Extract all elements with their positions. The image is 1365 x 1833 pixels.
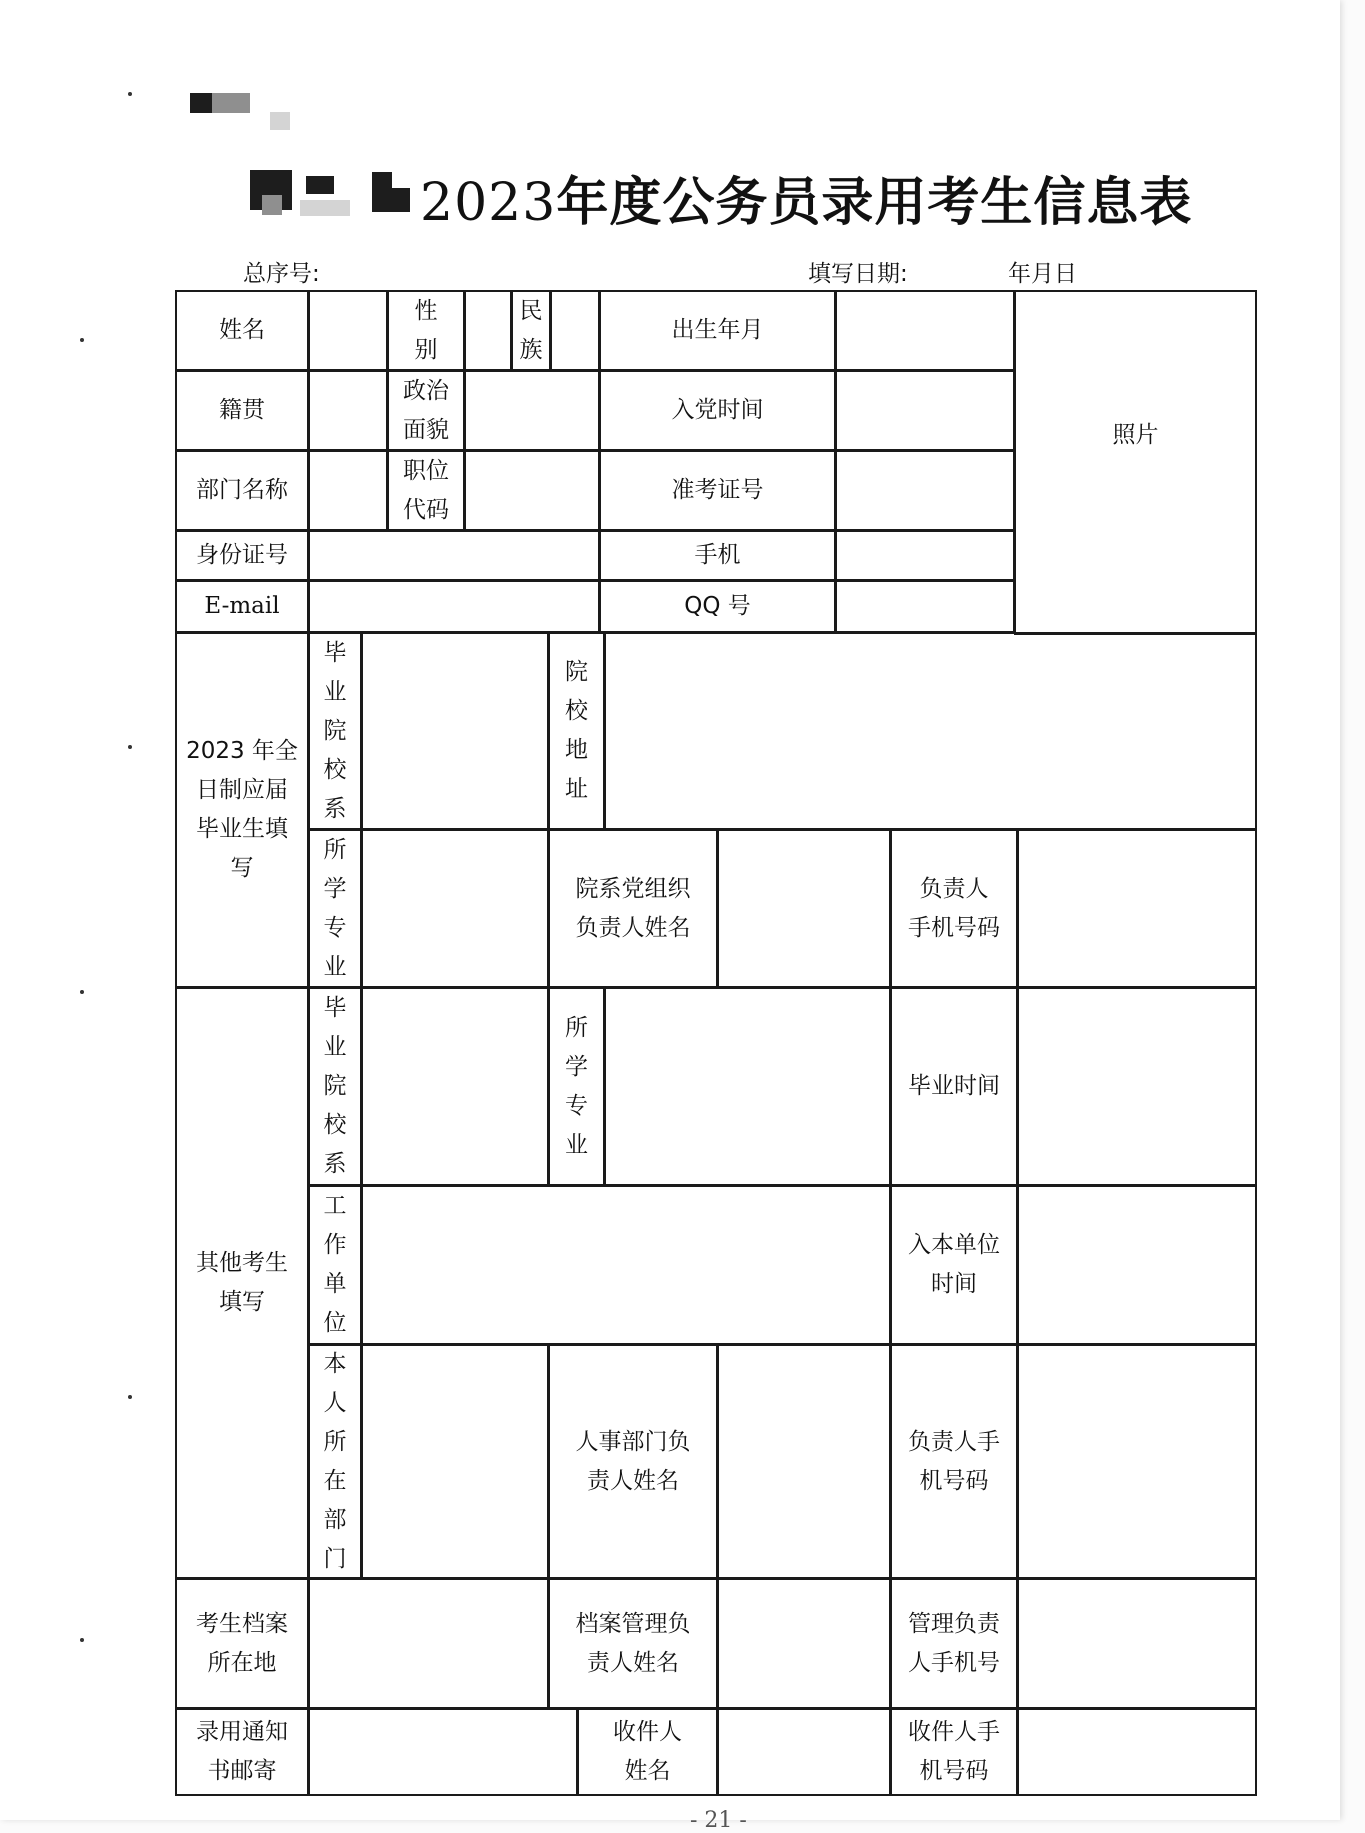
name-field[interactable] <box>308 290 388 371</box>
redaction-mark <box>270 112 290 130</box>
fg-school-address-field[interactable] <box>604 632 1257 830</box>
binding-hole-dot <box>128 745 132 749</box>
native-place-field[interactable] <box>308 370 388 451</box>
archive-location-field[interactable] <box>308 1578 549 1709</box>
binding-hole-dot <box>128 92 132 96</box>
mail-notice-label: 录用通知 书邮寄 <box>175 1708 309 1796</box>
redaction-mark <box>262 195 282 215</box>
ot-grad-time-label: 毕业时间 <box>890 987 1018 1186</box>
redaction-mark <box>212 93 250 113</box>
fg-leader-phone-label: 负责人 手机号码 <box>890 829 1018 988</box>
title-text: 年度公务员录用考生信息表 <box>556 172 1193 233</box>
qq-label: QQ 号 <box>599 580 836 633</box>
ethnicity-label: 民族 <box>511 290 551 371</box>
fg-school-label: 毕业院校系 <box>308 632 362 830</box>
redaction-mark <box>306 176 334 194</box>
ot-department-label: 本人所在部门 <box>308 1344 362 1579</box>
birth-date-field[interactable] <box>835 290 1015 371</box>
political-status-field[interactable] <box>464 370 600 451</box>
fg-party-leader-field[interactable] <box>717 829 891 988</box>
recipient-label: 收件人 姓名 <box>577 1708 718 1796</box>
party-join-time-label: 入党时间 <box>599 370 836 451</box>
position-code-field[interactable] <box>464 450 600 531</box>
archive-manager-phone-field[interactable] <box>1017 1578 1257 1709</box>
id-number-label: 身份证号 <box>175 530 309 581</box>
ot-hr-leader-field[interactable] <box>717 1344 891 1579</box>
ot-join-time-field[interactable] <box>1017 1185 1257 1345</box>
ot-leader-phone-field[interactable] <box>1017 1344 1257 1579</box>
gender-label: 性别 <box>387 290 465 371</box>
ot-school-field[interactable] <box>361 987 549 1186</box>
binding-hole-dot <box>80 1638 84 1642</box>
binding-hole-dot <box>80 990 84 994</box>
fill-date-label: 填写日期: <box>808 261 908 287</box>
recipient-phone-field[interactable] <box>1017 1708 1257 1796</box>
ot-grad-time-field[interactable] <box>1017 987 1257 1186</box>
archive-manager-field[interactable] <box>717 1578 891 1709</box>
fill-date-units: 年月日 <box>1008 261 1077 287</box>
ot-department-field[interactable] <box>361 1344 549 1579</box>
redaction-mark <box>392 188 410 212</box>
fg-party-leader-label: 院系党组织 负责人姓名 <box>548 829 718 988</box>
admission-number-label: 准考证号 <box>599 450 836 531</box>
admission-number-field[interactable] <box>835 450 1015 531</box>
page-number: - 21 - <box>690 1808 747 1833</box>
political-status-label: 政治面貌 <box>387 370 465 451</box>
ethnicity-field[interactable] <box>550 290 600 371</box>
archive-manager-phone-label: 管理负责 人手机号 <box>890 1578 1018 1709</box>
archive-manager-label: 档案管理负 责人姓名 <box>548 1578 718 1709</box>
redaction-mark <box>372 172 392 212</box>
mail-address-field[interactable] <box>308 1708 578 1796</box>
ot-leader-phone-label: 负责人手 机号码 <box>890 1344 1018 1579</box>
party-join-time-field[interactable] <box>835 370 1015 451</box>
candidate-info-table <box>176 291 1258 1799</box>
recipient-field[interactable] <box>717 1708 891 1796</box>
redaction-mark <box>190 93 212 113</box>
native-place-label: 籍贯 <box>175 370 309 451</box>
redaction-mark <box>300 200 350 216</box>
ot-major-field[interactable] <box>604 987 891 1186</box>
ot-workplace-label: 工作单位 <box>308 1185 362 1345</box>
qq-field[interactable] <box>835 580 1015 633</box>
ot-hr-leader-label: 人事部门负 责人姓名 <box>548 1344 718 1579</box>
ot-school-label: 毕业院校系 <box>308 987 362 1186</box>
other-candidates-section-label: 其他考生 填写 <box>175 987 309 1579</box>
birth-date-label: 出生年月 <box>599 290 836 371</box>
fg-school-field[interactable] <box>361 632 549 830</box>
department-label: 部门名称 <box>175 450 309 531</box>
serial-number-label: 总序号: <box>243 261 320 287</box>
ot-major-label: 所学专业 <box>548 987 605 1186</box>
fg-major-label: 所学专业 <box>308 829 362 988</box>
gender-field[interactable] <box>464 290 512 371</box>
position-code-label: 职位代码 <box>387 450 465 531</box>
fresh-graduate-section-label: 2023 年全 日制应届 毕业生填 写 <box>175 632 309 988</box>
fg-school-address-label: 院校地址 <box>548 632 605 830</box>
email-label: E-mail <box>175 580 309 633</box>
department-field[interactable] <box>308 450 388 531</box>
title-year: 2023 <box>420 173 557 233</box>
binding-hole-dot <box>128 1395 132 1399</box>
recipient-phone-label: 收件人手 机号码 <box>890 1708 1018 1796</box>
id-number-field[interactable] <box>308 530 600 581</box>
fg-leader-phone-field[interactable] <box>1017 829 1257 988</box>
fg-major-field[interactable] <box>361 829 549 988</box>
mobile-field[interactable] <box>835 530 1015 581</box>
form-title <box>420 160 1192 235</box>
photo-label: 照片 <box>1112 421 1159 448</box>
photo-box[interactable] <box>1014 290 1257 635</box>
name-label: 姓名 <box>175 290 309 371</box>
mobile-label: 手机 <box>599 530 836 581</box>
archive-location-label: 考生档案 所在地 <box>175 1578 309 1709</box>
email-field[interactable] <box>308 580 600 633</box>
ot-join-time-label: 入本单位 时间 <box>890 1185 1018 1345</box>
binding-hole-dot <box>80 338 84 342</box>
ot-workplace-field[interactable] <box>361 1185 891 1345</box>
